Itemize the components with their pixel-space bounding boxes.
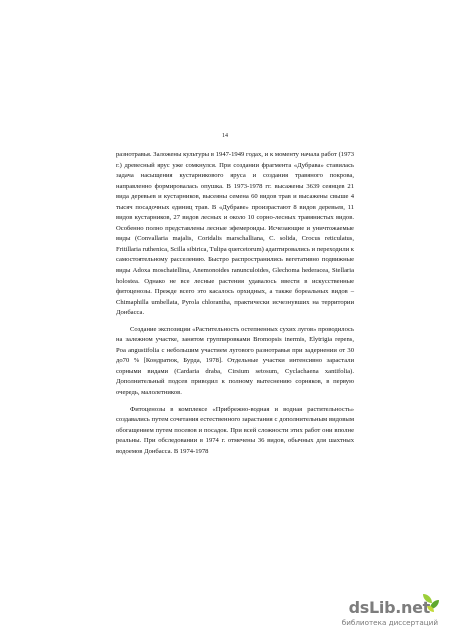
watermark-logo[interactable] (310, 598, 438, 628)
paragraph-3: Фитоценозы в комплексе «Прибрежно-водная и водная растительность» создавались путем сочетания естественного зарастания с дополнительным видовым обогащением путем посевов и посадок. При всей сложности этих работ они вполне реальны. При обследовании в 1974 г. отмечены 36 видов, обычных для шахтных водоемов Донбасса. В 1974-1978 (116, 405, 354, 455)
paragraph-2: Создание экспозиции «Растительность остепненных сухих лугов» проводилось на залежном участке, занятом группировками Bromopsis inermis, Elytrigia repens, Poa angustifolia с небольшим участием лугового разнотравья при задернении от 30 до70 % [Кондратюк, Бурда, 1978]. Отдельные участки интенсивно зарастали сорными видами (Cardaria draba, Cirsium setosum, Cyclachaena xantifolia). Дополнительный подсев приводил к полному вытеснению сорняков, в первую очередь, малолетников. (116, 325, 354, 397)
watermark-subtitle: библиотека диссертаций (341, 618, 438, 627)
body-text (116, 150, 354, 457)
page-number: 14 (222, 133, 228, 139)
paragraph-1: разнотравья. Заложены культуры в 1947-1949 годах, и к моменту начала работ (1973 г.) древесный ярус уже сомкнулся. При создании фрагмента «Дубрава» ставилась задача насыщения кустарникового яруса и создания травяного покрова, направленно формировалась опушка. В 1973-1978 гг. высажены 3639 сеянцев 21 вида деревьев и кустарников, высеяны семена 60 видов трав и высажены свыше 4 тысяч посадочных единиц трав. В «Дубраве» произрастают 8 видов деревьев, 11 видов кустарников, 27 видов лесных и около 10 сорно-лесных травянистых видов. Особенно полно представлены лесные эфемероиды. Исчезающие и уничтожаемые виды (Convallaria majalis, Coridalis marschalliana, C. solida, Crocus reticulatus, Fritillaria ruthenica, Scilla sibirica, Tulipa quercetorum) адаптировались и переходили к самостоятельному расселению. Быстро распространились вегетативно подвижные виды Adoxa moschatellina, Anemonoides ranunculoides, Glechoma hederacea, Stellaria holostea. Однако не все лесные растения удавалось ввести в искусственные фитоценозы. Прежде всего это касалось орхидных, а также бореальных видов – Chimaphilla umbellata, Pyrola chlorantha, практически исчезнувших на территории Донбасса. (116, 151, 354, 317)
watermark-site: dsLib.net (348, 598, 430, 617)
